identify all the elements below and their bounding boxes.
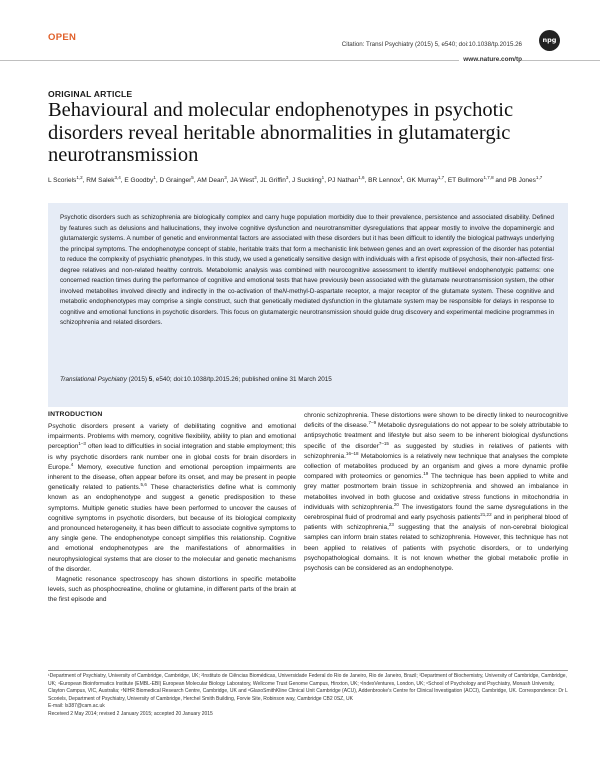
reference-marker[interactable]: 1–3	[78, 441, 86, 447]
author-name[interactable]: RM Salek$^{3,4}$	[86, 174, 121, 184]
author-name[interactable]: PJ Nathan$^{1,6}$	[327, 174, 365, 184]
author-name[interactable]: PB Jones$^{1,7}$	[508, 174, 543, 184]
section-heading-introduction: INTRODUCTION	[48, 411, 103, 418]
article-title: Behavioural and molecular endophenotypes in psychotic disorders reveal heritable abnormalities in glutamatergic neurotransmission	[48, 99, 514, 166]
author-name[interactable]: ET Bullmore$^{1,7,8}$	[447, 174, 494, 184]
author-affiliation: 1,7	[437, 174, 445, 180]
author-name[interactable]: BR Lennox$^1$	[368, 174, 403, 184]
intro-paragraph-2: Magnetic resonance spectroscopy has shown distortions in specific metabolite levels, such as phosphocreatine, choline or glutamine, in different parts of the brain at the first episode and	[48, 576, 296, 604]
footnote-divider	[48, 670, 568, 671]
reference-marker[interactable]: 23	[388, 522, 394, 528]
author-affiliation: 1	[400, 174, 403, 180]
journal-url-link[interactable]: www.nature.com/tp	[459, 56, 522, 63]
correspondence-email[interactable]: E-mail: ls387@cam.ac.uk	[48, 703, 105, 709]
author-affiliation: 3	[285, 174, 289, 180]
reference-marker[interactable]: 7–9	[368, 420, 377, 426]
received-dates: Received 2 May 2014; revised 2 January 2015; accepted 20 January 2015	[48, 710, 213, 717]
reference-marker[interactable]: 20	[393, 501, 399, 507]
abstract-text: Psychotic disorders such as schizophrenia are biologically complex and carry huge population morbidity due to their prevalence, persistence and associated disability. Defined by features such as delusions and hallucinations, they involve cognitive dysfunction and neurotransmitter dysregulations that appear mostly to involve the dopaminergic and glutamatergic systems. A number of genetic and environmental factors are associated with these disorders but it has been difficult to identify the biological pathways underlying the principal symptoms. The endophenotype concept of stable, heritable traits that form a mechanistic link between genes and an overt expression of the disorder has potential to reduce the complexity of psychiatric phenotypes. In this study, we used a genetically sensitive design with individuals with a first episode of psychosis, their non-affected first-degree relatives and non-related healthy controls. Metabolomic analysis was combined with neurocognitive assessment to identify multilevel endophenotypic patterns: one concerned reaction times during the performance of cognitive and emotional tests that have previously been associated with the glutamate neurotransmission system, the other involved metabolites involved directly and indirectly in the co-activation of theN-methyl-D-aspartate receptor, a major receptor of the glutamate system. These cognitive and metabolic endophenotypes may comprise a single construct, such that genetically mediated dysfunction in the glutamate system may be responsible for delays in response to cognitive and emotional functions in psychotic disorders. This focus on glutamatergic neurotransmission should guide drug discovery and experimental medicine programmes in schizophrenia and related disorders.	[60, 214, 554, 326]
author-name[interactable]: GK Murray$^{1,7}$	[406, 174, 445, 184]
publisher-logo-icon: npg	[539, 30, 560, 51]
author-name[interactable]: JA West$^3$	[230, 174, 257, 184]
intro-paragraph-continued: chronic schizophrenia. These distortions were shown to be directly linked to neurocognitive deficits of the disease.$^{7-9}$ Metabolic dysregulations do not appear to be solely attributable to antipsychotic treatment and lifestyle but also seem to be inherent biological dysfunctions specific of the disorder$^{7-15}$ as suggested by studies in relatives of patients with schizophrenia.$^{16-18}$ Metabolomics is a relatively new technique that analyses the complete collection of metabolites produced by an organism and gives a more dynamic profile compared with proteomics or genomics.$^{19}$ The technique has been applied to white and grey matter postmortem brain tissue in schizophrenia and showed an imbalance in metabolites involved in both glucose and oxidative stress functions in mitochondria in individuals with schizophrenia.$^{20}$ The investigators found the same dysregulations in the cerebrospinal fluid of prodromal and early psychosis patients$^{21,22}$ and in peripheral blood of patients with schizophrenia,$^{23}$ suggesting that the analysis of non-cerebral biological samples can inform brain states related to schizophrenia. However, this technique has not been applied to relatives of patients with psychotic disorders, or to underlying psychopathological domains. It is not known whether the global metabolic profile in psychosis can be considered as an endophenotype.	[304, 412, 568, 573]
author-affiliation: 1,2	[76, 174, 83, 180]
reference-marker[interactable]: 5,6	[140, 482, 147, 488]
open-access-label: OPEN	[48, 32, 77, 43]
reference-marker[interactable]: 16–18	[345, 450, 359, 456]
author-affiliation: 3	[254, 174, 257, 180]
reference-marker[interactable]: 21,22	[480, 511, 492, 517]
abstract-citation: Translational Psychiatry (2015) 5, e540; doi:10.1038/tp.2015.26; published online 31 March 2015	[60, 376, 332, 383]
footnotes	[48, 673, 568, 718]
body-column-left	[48, 422, 296, 606]
body-column-right	[304, 411, 568, 574]
reference-marker[interactable]: 4	[70, 461, 74, 467]
author-affiliation: 3,4	[114, 174, 121, 180]
author-name[interactable]: J Suckling$^1$	[292, 174, 325, 184]
author-name[interactable]: E Goodby$^1$	[124, 174, 156, 184]
author-affiliation: 1	[321, 174, 325, 180]
affiliations: ¹Department of Psychiatry, University of Cambridge, Cambridge, UK; ²Instituto de Ciências Biomédicas, Universidade Federal do Rio de Janeiro, Rio de Janeiro, Brazil; ³Department of Biochemistry, University of Cambridge, Cambridge, UK; ⁴European Bioinformatics Institute (EMBL-EBI) European Molecular Biology Laboratory, Wellcome Trust Genome Campus, Hinxton, UK; ⁵IndexVentures, London, UK; ⁶School of Psychology and Psychiatry, Monash University, Clayton Campus, VIC, Australia; ⁷NIHR Biomedical Research Centre, Cambridge, UK and ⁸GlaxoSmithKline Clinical Unit Cambridge (ACU), Addenbrooke's Centre for Clinical Investigation (ACCI), Cambridge, UK. Correspondence: Dr L Scoriels, Department of Psychiatry, University of Cambridge, Herchel Smith Building, Forvie Site, Robinson way, Cambridge CB2 0SZ, UK	[48, 673, 568, 702]
reference-marker[interactable]: 7–15	[378, 440, 389, 446]
author-name[interactable]: AM Dean$^3$	[197, 174, 227, 184]
journal-citation: Citation: Transl Psychiatry (2015) 5, e540; doi:10.1038/tp.2015.26	[341, 41, 522, 48]
author-affiliation: 1,6	[358, 174, 365, 180]
article-type: ORIGINAL ARTICLE	[48, 89, 133, 99]
author-affiliation: 1,7	[535, 174, 543, 180]
author-name[interactable]: JL Griffin$^3$	[260, 174, 289, 184]
author-name[interactable]: L Scoriels$^{1,2}$	[48, 174, 83, 184]
author-affiliation: 5	[191, 174, 194, 180]
reference-marker[interactable]: 19	[423, 471, 429, 477]
author-affiliation: 1	[153, 174, 156, 180]
author-list: L Scoriels$^{1,2}$, RM Salek$^{3,4}$, E Goodby$^1$, D Grainger$^5$, AM Dean$^3$, JA West$^3$, JL Griffin$^3$, J Suckling$^1$, PJ Nathan$^{1,6}$, BR Lennox$^1$, GK Murray$^{1,7}$, ET Bullmore$^{1,7,8}$ and PB Jones$^{1,7}$	[48, 174, 543, 184]
author-affiliation: 3	[224, 174, 227, 180]
author-affiliation: 1,7,8	[483, 174, 494, 180]
author-name[interactable]: D Grainger$^5$	[159, 174, 194, 184]
intro-paragraph-1: Psychotic disorders present a variety of debilitating cognitive and emotional impairments. Problems with memory, cognitive flexibility, ability to plan and emotional perception$^{1-3}$ often lead to difficulties in social integration and stable employment; this is why psychotic disorders rank number one in global costs for brain disorders in Europe.$^4$ Memory, executive function and emotional perception impairments are inherent to the disease, often appear before its onset, and may be present in people genetically related to patients.$^{5,6}$ These characteristics define what is commonly known as an endophenotype and suggest a genetic predisposition to these symptoms. Multiple genetic studies have been performed to uncover the causes of cognitive symptoms in psychotic disorders, but because of its biological complexity and pronounced heterogeneity, it has been difficult to associate cognitive symptoms to any single gene. The endophenotype concept simplifies this relationship. Cognitive and emotional endophenotypes are the manifestations of abnormalities in neurophysiological systems that are closer to the molecular and genetic mechanisms of the disorder.	[48, 423, 296, 573]
